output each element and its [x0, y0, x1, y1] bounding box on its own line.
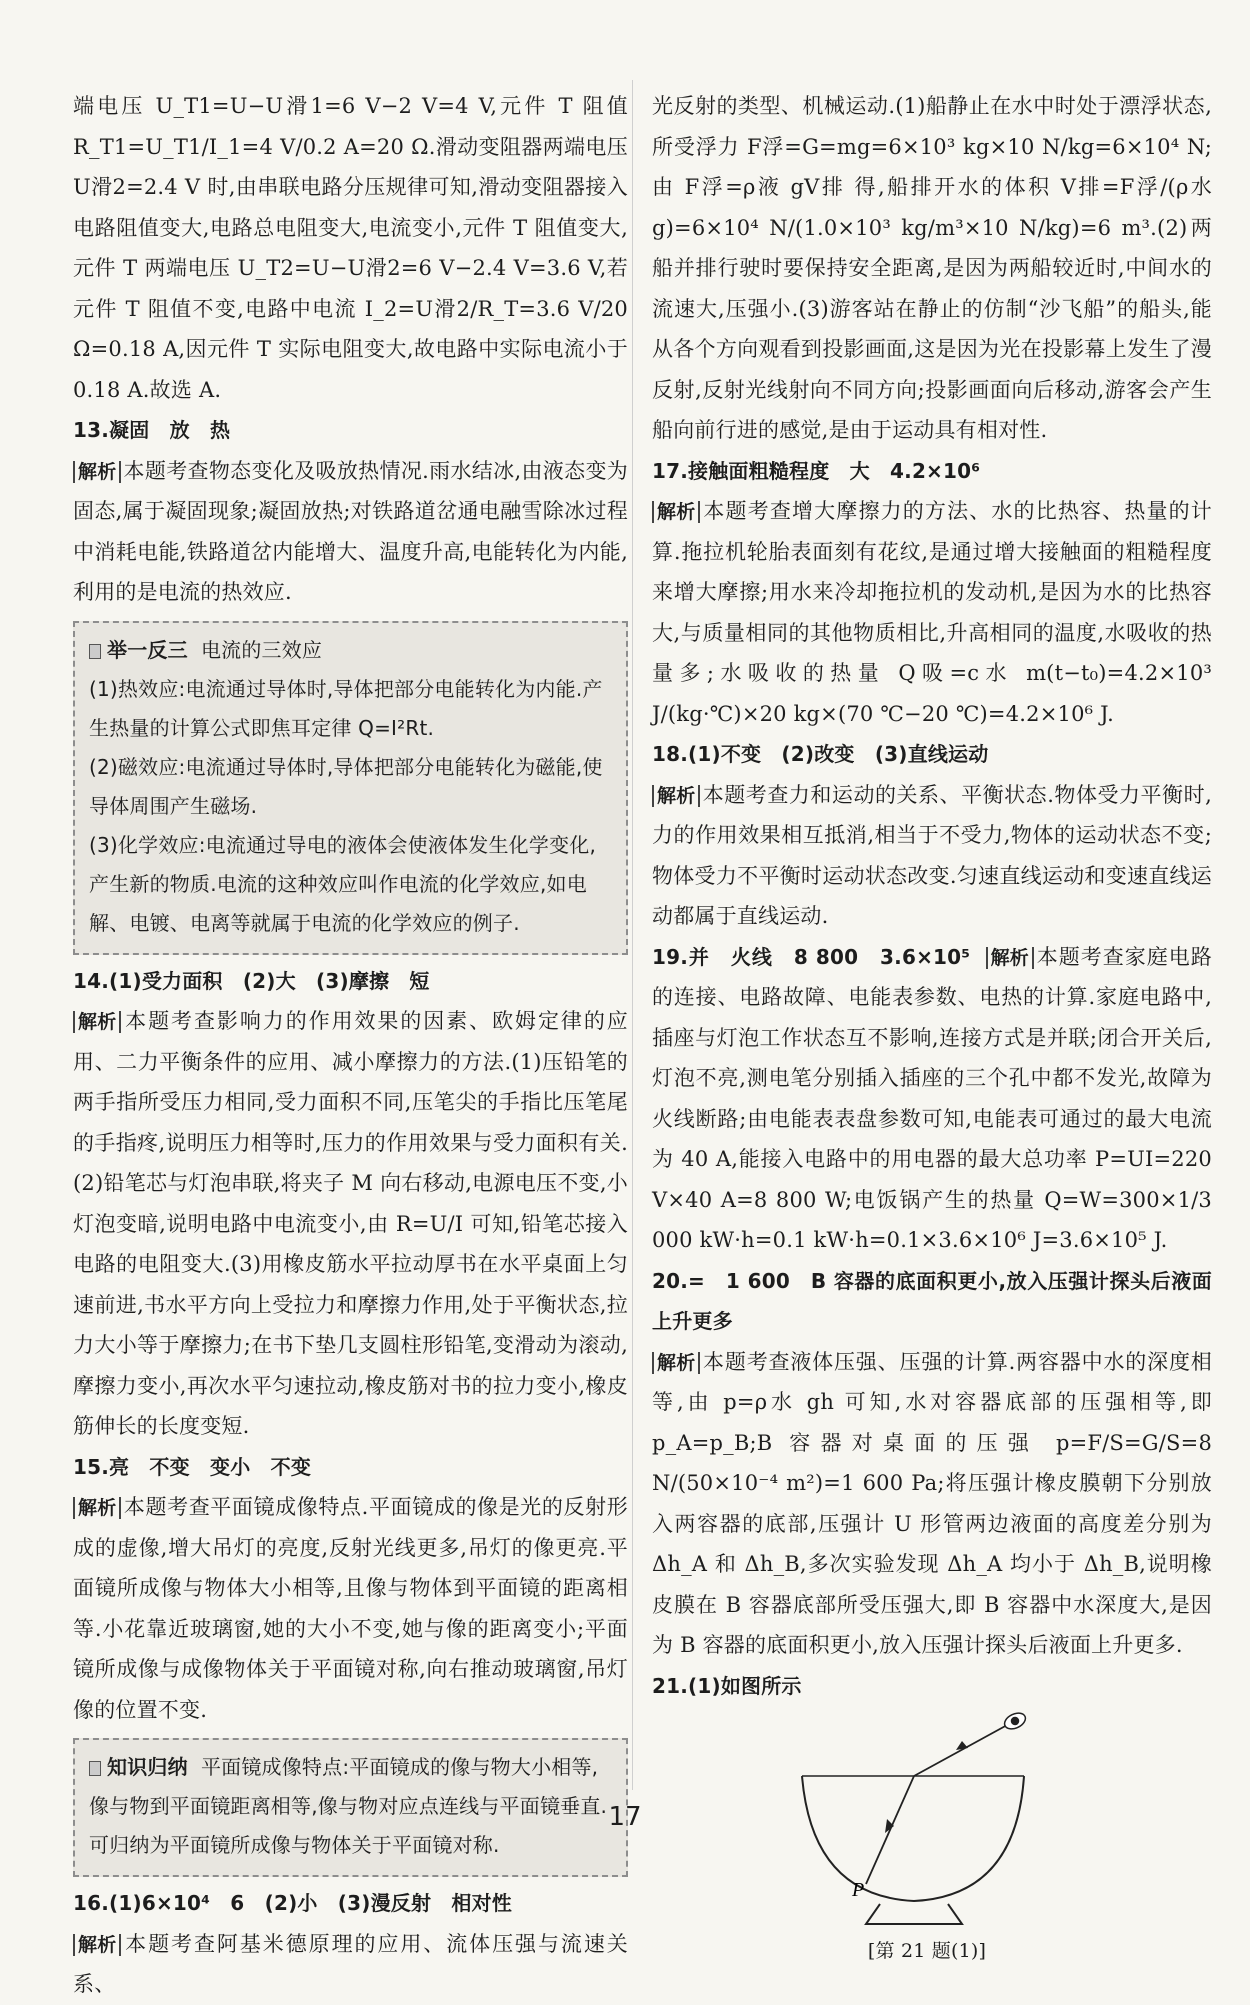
tip-box-title: 知识归纳: [89, 1755, 188, 1779]
answer-18: 18.(1)不变 (2)改变 (3)直线运动: [652, 742, 989, 766]
answer-16: 16.(1)6×10⁴ 6 (2)小 (3)漫反射 相对性: [73, 1891, 513, 1915]
analysis-tag: 解析: [73, 461, 121, 483]
answer-13: 13.凝固 放 热: [73, 418, 231, 442]
column-divider: [632, 80, 633, 1790]
answer-15: 15.亮 不变 变小 不变: [73, 1454, 312, 1479]
analysis-tag: 解析: [652, 501, 700, 523]
square-icon: [89, 644, 101, 659]
tip-box-text: 平面镜成像特点:平面镜成的像与物大小相等,像与物到平面镜距离相等,像与物对应点连线与平面镜垂直.可归纳为平面镜所成像与物体关于平面镜对称.: [89, 1755, 608, 1857]
answer-17: 17.接触面粗糙程度 大 4.2×10⁶: [652, 458, 981, 483]
analysis-text: 本题考查平面镜成像特点.平面镜成的像是光的反射形成的虚像,增大吊灯的亮度,反射光线更多,吊灯的像更亮.平面镜所成像与物体大小相等,且像与物体到平面镜的距离相等.小花靠近玻璃窗,她的大小不变,她与像的距离变小;平面镜所成像与成像物体关于平面镜对称,向右推动玻璃窗,吊灯像的位置不变.: [73, 1495, 628, 1722]
analysis-text: 本题考查物态变化及吸放热情况.雨水结冰,由液态变为固态,属于凝固现象;凝固放热;对铁路道岔通电融雪除冰过程中消耗电能,铁路道岔内能增大、温度升高,电能转化为内能,利用的是电流的热效应.: [73, 458, 628, 604]
analysis-tag: 解析: [73, 1011, 121, 1033]
analysis-text: 本题考查增大摩擦力的方法、水的比热容、热量的计算.拖拉机轮胎表面刻有花纹,是通过增大接触面的粗糙程度来增大摩擦;用水来冷却拖拉机的发动机,是因为水的比热容大,与质量相同的其他物质相比,升高相同的温度,水吸收的热量多;水吸收的热量 Q吸=c水 m(t−t₀)=4.2×10³ J/(kg·℃)×20 kg×(70 ℃−20 ℃)=4.2×10⁶ J.: [652, 499, 1212, 726]
answer-analysis-19: [652, 937, 1212, 1261]
arrow-head-icon: [956, 1741, 968, 1750]
analysis-text: 本题考查液体压强、压强的计算.两容器中水的深度相等,由 p=ρ水 gh 可知,水对容器底部的压强相等,即 p_A=p_B;B 容器对桌面的压强 p=F/S=G/S=8 N/(50×10⁻⁴ m²)=1 600 Pa;将压强计橡皮膜朝下分别放入两容器的底部,压强计 U 形管两边液面的高度差分别为 Δh_A 和 Δh_B,多次实验发现 Δh_A 均小于 Δh_B,说明橡皮膜在 B 容器底部所受压强大,即 B 容器中水深度大,是因为 B 容器的底面积更小,放入压强计探头后液面上升更多.: [652, 1349, 1212, 1657]
bowl-icon: [802, 1776, 1024, 1924]
point-p-label: P: [852, 1879, 865, 1901]
figure-21: [652, 1706, 1212, 1966]
answer-14: 14.(1)受力面积 (2)大 (3)摩擦 短: [73, 968, 430, 993]
continued-analysis-16: 光反射的类型、机械运动.(1)船静止在水中时处于漂浮状态,所受浮力 F浮=G=mg=6×10³ kg×10 N/kg=6×10⁴ N;由 F浮=ρ液 gV排 得,船排开水的体积 V排=F浮/(ρ水 g)=6×10⁴ N/(1.0×10³ kg/m³×10 N/kg)=6 m³.(2)两船并排行驶时要保持安全距离,是因为两船较近时,中间水的流速大,压强小.(3)游客站在静止的仿制“沙飞船”的船头,能从各个方向观看到投影画面,这是因为光在投影幕上发生了漫反射,反射光线射向不同方向;投影画面向后移动,游客会产生船向前行进的感觉,是由于运动具有相对性.: [652, 94, 1212, 442]
analysis-17: [652, 491, 1212, 734]
analysis-20: [652, 1342, 1212, 1666]
tip-box-header: [89, 631, 612, 670]
tip-box-current-effects: [73, 621, 628, 955]
answer-20: 20.= 1 600 B 容器的底面积更小,放入压强计探头后液面上升更多: [652, 1268, 1212, 1333]
analysis-16: [73, 1924, 628, 2005]
tip-box-subtitle: 电流的三效应: [200, 637, 323, 662]
right-column: [652, 86, 1212, 1966]
tip-line-1: (1)热效应:电流通过导体时,导体把部分电能转化为内能.产生热量的计算公式即焦耳定律 Q=I²Rt.: [89, 676, 603, 740]
answer-19: 19.并 火线 8 800 3.6×10⁵: [652, 944, 971, 969]
answer-21: 21.(1)如图所示: [652, 1673, 802, 1698]
analysis-13: [73, 451, 628, 613]
analysis-tag: 解析: [73, 1934, 121, 1956]
analysis-tag: 解析: [73, 1497, 121, 1519]
square-icon: [89, 1761, 101, 1776]
tip-line-2: (2)磁效应:电流通过导体时,导体把部分电能转化为磁能,使导体周围产生磁场.: [89, 754, 603, 818]
analysis-text: 本题考查阿基米德原理的应用、流体压强与流速关系、: [73, 1931, 628, 1996]
analysis-tag: 解析: [652, 785, 700, 807]
eye-icon: [1002, 1710, 1028, 1732]
analysis-18: [652, 775, 1212, 937]
tip-box-title: 举一反三: [89, 638, 188, 662]
analysis-text: 本题考查家庭电路的连接、电路故障、电能表参数、电热的计算.家庭电路中,插座与灯泡工作状态互不影响,连接方式是并联;闭合开关后,灯泡不亮,测电笔分别插入插座的三个孔中都不发光,故障为火线断路;由电能表表盘参数可知,电能表可通过的最大电流为 40 A,能接入电路中的用电器的最大总功率 P=UI=220 V×40 A=8 800 W;电饭锅产生的热量 Q=W=300×1/3 000 kW·h=0.1 kW·h=0.1×3.6×10⁶ J=3.6×10⁵ J.: [652, 944, 1212, 1252]
page-number: 17: [608, 1802, 642, 1832]
analysis-tag: 解析: [986, 947, 1034, 969]
continued-solution-12: 端电压 U_T1=U−U滑1=6 V−2 V=4 V,元件 T 阻值 R_T1=U_T1/I_1=4 V/0.2 A=20 Ω.滑动变阻器两端电压 U滑2=2.4 V 时,由串联电路分压规律可知,滑动变阻器接入电路阻值变大,电路总电阻变大,电流变小,元件 T 阻值变大,元件 T 两端电压 U_T2=U−U滑2=6 V−2.4 V=3.6 V,若元件 T 阻值不变,电路中电流 I_2=U滑2/R_T=3.6 V/20 Ω=0.18 A,因元件 T 实际电阻变大,故电路中实际电流小于 0.18 A.故选 A.: [73, 94, 628, 402]
analysis-tag: 解析: [652, 1352, 700, 1374]
tip-line-3: (3)化学效应:电流通过导电的液体会使液体发生化学变化,产生新的物质.电流的这种效应叫作电流的化学效应,如电解、电镀、电离等就属于电流的化学效应的例子.: [89, 832, 597, 935]
analysis-text: 本题考查影响力的作用效果的因素、欧姆定律的应用、二力平衡条件的应用、减小摩擦力的方法.(1)压铅笔的两手指所受压力相同,受力面积不同,压笔尖的手指比压笔尾的手指疼,说明压力相等时,压力的作用效果与受力面积有关.(2)铅笔芯与灯泡串联,将夹子 M 向右移动,电源电压不变,小灯泡变暗,说明电路中电流变小,由 R=U/I 可知,铅笔芯接入电路的电阻变大.(3)用橡皮筋水平拉动厚书在水平桌面上匀速前进,书水平方向上受拉力和摩擦力作用,处于平衡状态,拉力大小等于摩擦力;在书下垫几支圆柱形铅笔,变滑动为滚动,摩擦力变小,再次水平匀速拉动,橡皮筋对书的拉力变小,橡皮筋伸长的长度变短.: [73, 1009, 628, 1438]
analysis-15: [73, 1487, 628, 1730]
analysis-text: 本题考查力和运动的关系、平衡状态.物体受力平衡时,力的作用效果相互抵消,相当于不受力,物体的运动状态不变;物体受力不平衡时运动状态改变.匀速直线运动和变速直线运动都属于直线运动.: [652, 782, 1212, 928]
left-column: [73, 86, 628, 2005]
analysis-14: [73, 1001, 628, 1447]
figure-caption: [第 21 题(1)]: [867, 1940, 987, 1962]
